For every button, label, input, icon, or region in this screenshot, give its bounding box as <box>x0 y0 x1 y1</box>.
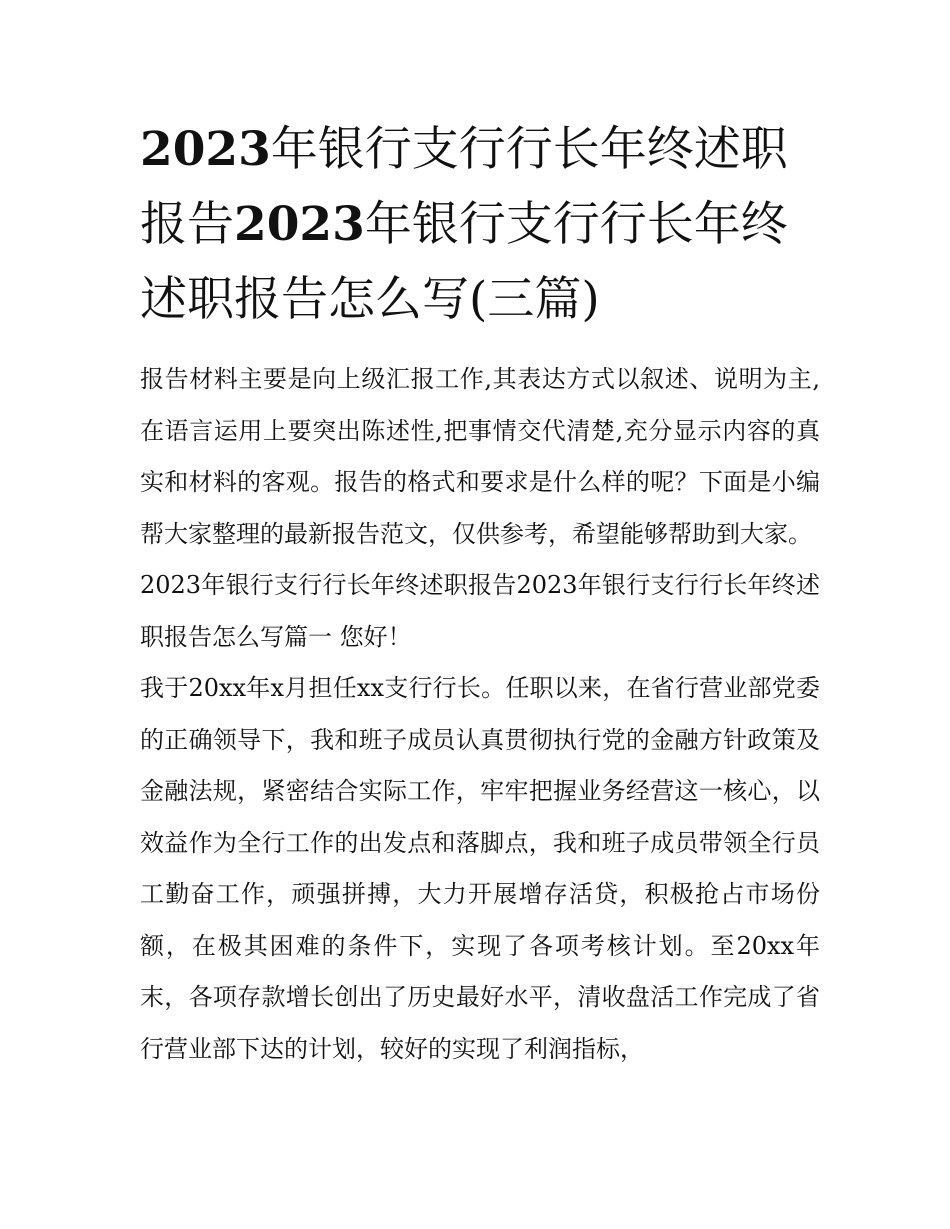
intro-paragraph: 报告材料主要是向上级汇报工作,其表达方式以叙述、说明为主,在语言运用上要突出陈述性,把事情交代清楚,充分显示内容的真实和材料的客观。报告的格式和要求是什么样的呢？下面是小编帮大家整理的最新报告范文，仅供参考，希望能够帮助到大家。 <box>140 365 820 548</box>
section-heading-paragraph: 2023年银行支行行长年终述职报告2023年银行支行行长年终述职报告怎么写篇一 您好！ <box>140 571 820 651</box>
body-paragraph: 我于20xx年x月担任xx支行行长。任职以来，在省行营业部党委的正确领导下，我和班子成员认真贯彻执行党的金融方针政策及金融法规，紧密结合实际工作，牢牢把握业务经营这一核心，以效益作为全行工作的出发点和落脚点，我和班子成员带领全行员工勤奋工作，顽强拼搏，大力开展增存活贷，积极抢占市场份额，在极其困难的条件下，实现了各项考核计划。至20xx年末，各项存款增长创出了历史最好水平，清收盘活工作完成了省行营业部下达的计划，较好的实现了利润指标， <box>140 674 820 1063</box>
document-title: 2023年银行支行行长年终述职报告2023年银行支行行长年终述职报告怎么写(三篇) <box>140 122 788 327</box>
document-body <box>140 354 820 1075</box>
